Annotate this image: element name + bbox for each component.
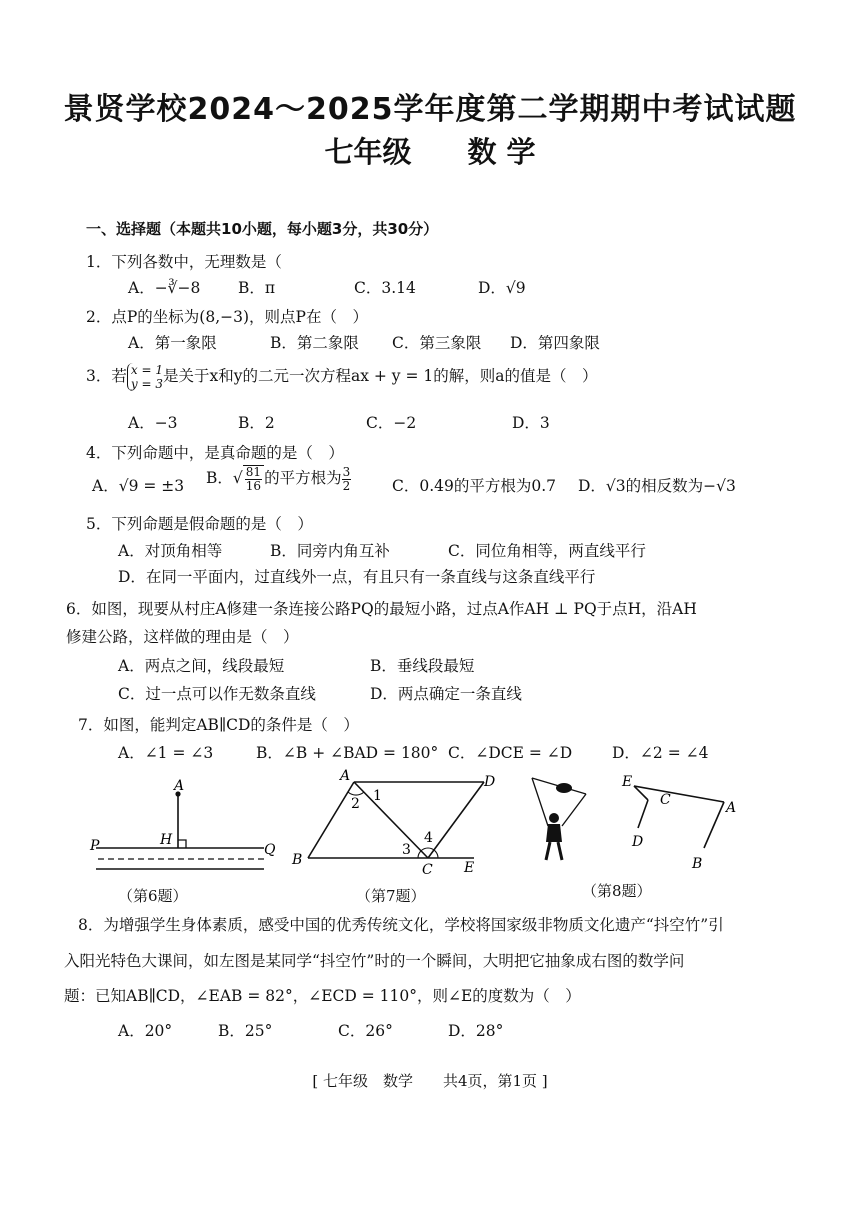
page-footer: [ 七年级 数学 共4页，第1页 ]: [312, 1072, 548, 1090]
q5-option-b: B．同旁内角互补: [270, 542, 390, 560]
q1-option-b: B．π: [238, 279, 276, 297]
q6-stem-line2: 修建公路，这样做的理由是（ ）: [66, 628, 299, 646]
q7-stem: 7．如图，能判定AB∥CD的条件是（ ）: [78, 716, 359, 734]
q4-option-a: A．√9 = ±3: [92, 477, 185, 495]
label-a: A: [726, 800, 737, 816]
q3-equation-system: [127, 363, 163, 391]
q3-number: 3．若: [86, 367, 127, 385]
angle-label-2: 2: [351, 796, 360, 812]
q2-stem: 2．点P的坐标为(8,−3)，则点P在（ ）: [86, 308, 368, 326]
q8-option-b: B．25°: [218, 1022, 273, 1040]
q4-option-c: C．0.49的平方根为0.7: [392, 477, 557, 495]
figure-8: [524, 768, 764, 880]
label-c: C: [660, 792, 671, 808]
q8-stem-line1: 8．为增强学生身体素质，感受中国的优秀传统文化，学校将国家级非物质文化遗产“抖空竹”引: [78, 916, 724, 934]
q3-stem-text: 是关于x和y的二元一次方程ax + y = 1的解，则a的值是（ ）: [162, 367, 598, 385]
label-h: H: [160, 832, 173, 848]
q4-stem: 4．下列命题中，是真命题的是（ ）: [86, 444, 344, 462]
q8-option-a: A．20°: [118, 1022, 173, 1040]
diabolo-player-illustration: [532, 778, 586, 860]
figure-7-caption: （第7题）: [356, 887, 426, 905]
segment-ac: [354, 782, 428, 858]
segment-cd: [428, 782, 484, 858]
q3-option-d: D．3: [512, 414, 550, 432]
q1-option-c: C．3.14: [354, 279, 416, 297]
q5-stem: 5．下列命题是假命题的是（ ）: [86, 515, 313, 533]
label-e: E: [622, 774, 633, 790]
q2-option-b: B．第二象限: [270, 334, 359, 352]
q8-stem-line2: 入阳光特色大课间，如左图是某同学“抖空竹”时的一个瞬间，大明把它抽象成右图的数学问: [64, 952, 685, 970]
label-b: B: [292, 852, 303, 868]
q3-eq-x: x = 1: [130, 363, 163, 377]
q4-option-d: D．√3的相反数为−√3: [578, 477, 736, 495]
label-e: E: [464, 860, 475, 876]
q6-stem-line1: 6．如图，现要从村庄A修建一条连接公路PQ的最短小路，过点A作AH ⊥ PQ于点H，沿AH: [66, 600, 697, 618]
q8-option-c: C．26°: [338, 1022, 393, 1040]
label-p: P: [90, 838, 100, 854]
q5-option-a: A．对顶角相等: [118, 542, 223, 560]
q2-option-a: A．第一象限: [128, 334, 217, 352]
q5-option-c: C．同位角相等，两直线平行: [448, 542, 646, 560]
q1-option-a: A．−∛−8: [128, 279, 201, 297]
section-heading: 一、选择题（本题共10小题，每小题3分，共30分）: [86, 220, 439, 238]
right-angle-mark: [178, 840, 186, 848]
q7-option-a: A．∠1 = ∠3: [118, 744, 214, 762]
exam-subtitle: [0, 130, 860, 171]
figure-6: [86, 772, 286, 882]
q3-option-b: B．2: [238, 414, 275, 432]
q8-option-d: D．28°: [448, 1022, 504, 1040]
q1-stem: 1．下列各数中，无理数是（: [86, 253, 282, 271]
q2-option-d: D．第四象限: [510, 334, 600, 352]
label-a: A: [174, 778, 185, 794]
q7-option-c: C．∠DCE = ∠D: [448, 744, 573, 762]
segment-ab: [704, 802, 724, 848]
exam-title: 景贤学校2024～2025学年度第二学期期中考试试题: [63, 92, 797, 127]
q4-b-fraction: $\frac{3}{2}$: [342, 464, 351, 493]
subject-label: 数 学: [467, 135, 536, 169]
angle-label-4: 4: [424, 830, 433, 846]
label-b: B: [692, 856, 703, 872]
label-c: C: [422, 862, 433, 878]
q4-option-b: B．√ $\frac{81}{16}$ 的平方根为 $\frac{3}{2}$: [206, 464, 351, 493]
grade-label: 七年级: [324, 135, 412, 169]
q7-option-b: B．∠B + ∠BAD = 180°: [256, 744, 439, 762]
q6-option-b: B．垂线段最短: [370, 657, 475, 675]
q3-stem: [86, 363, 598, 391]
q1-option-d: D．√9: [478, 279, 526, 297]
angle-label-1: 1: [373, 788, 382, 804]
label-a: A: [340, 768, 351, 784]
q6-option-c: C．过一点可以作无数条直线: [118, 685, 316, 703]
q3-eq-y: y = 3: [130, 377, 163, 391]
q4-b-radicand: $\frac{81}{16}$: [243, 465, 264, 493]
segment-cd: [638, 800, 648, 828]
label-q: Q: [264, 842, 276, 858]
label-d: D: [484, 774, 496, 790]
segment-ab: [308, 782, 354, 858]
q5-option-d: D．在同一平面内，过直线外一点，有且只有一条直线与这条直线平行: [118, 568, 596, 586]
q8-stem-line3: 题：已知AB∥CD，∠EAB = 82°，∠ECD = 110°，则∠E的度数为（ ）: [64, 987, 581, 1005]
q4-b-text: 的平方根为: [264, 469, 342, 487]
q3-option-c: C．−2: [366, 414, 417, 432]
q4-b-label: B．: [206, 469, 233, 487]
figure-8-caption: （第8题）: [582, 882, 652, 900]
q7-option-d: D．∠2 = ∠4: [612, 744, 709, 762]
q2-option-c: C．第三象限: [392, 334, 482, 352]
q6-option-d: D．两点确定一条直线: [370, 685, 522, 703]
figure-7: [288, 768, 508, 878]
q6-option-a: A．两点之间，线段最短: [118, 657, 285, 675]
figure-6-caption: （第6题）: [118, 887, 188, 905]
q3-option-a: A．−3: [128, 414, 178, 432]
angle-arc-a: [348, 792, 364, 795]
angle-label-3: 3: [402, 842, 411, 858]
label-d: D: [632, 834, 644, 850]
